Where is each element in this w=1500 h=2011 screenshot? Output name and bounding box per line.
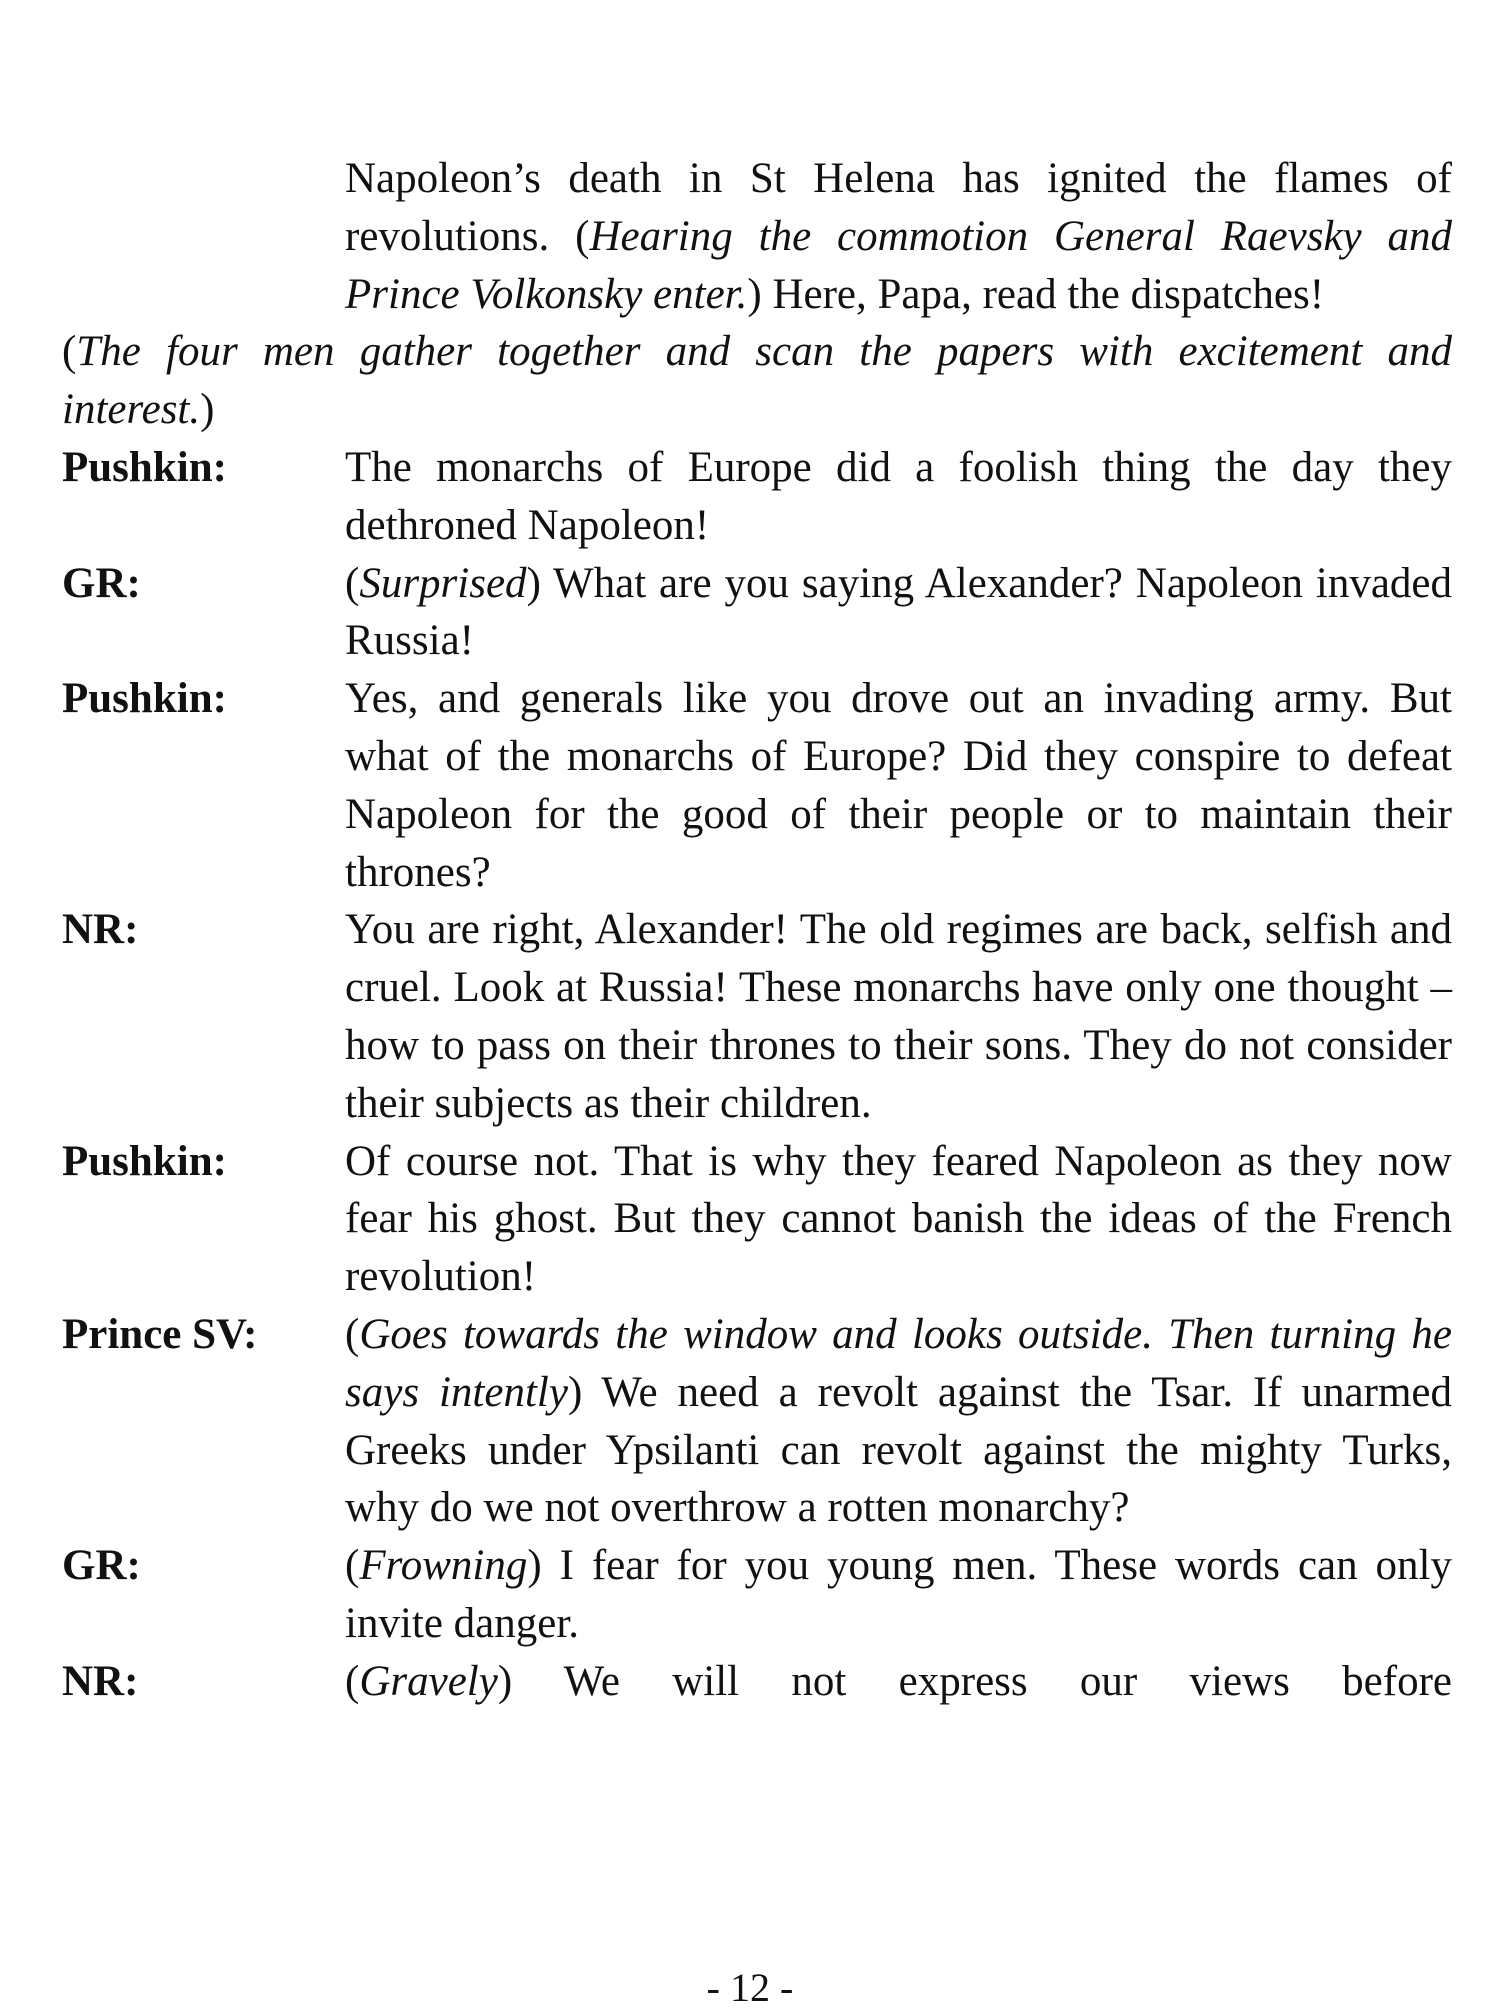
dialogue-line: [62, 1306, 1452, 1537]
dialogue-line: [62, 555, 1452, 671]
continued-speech: [345, 150, 1452, 323]
script-page: [62, 150, 1452, 1711]
speech-text: Yes, and generals like you drove out an invading army. But what of the monarchs of Europe? Did they conspire to defeat Napoleon for the good of their people or to maintain their thrones?: [345, 675, 1452, 896]
stage-direction: Goes towards the window and looks outside. Then turning he says intently: [345, 1310, 1452, 1416]
stage-direction-text: The four men gather together and scan the papers with excitement and interest.: [62, 328, 1452, 434]
speech-text: ) We will not express our views before: [497, 1657, 1452, 1705]
dialogue-line: [62, 1133, 1452, 1306]
dialogue-line: [62, 439, 1452, 555]
speech: (Gravely) We will not express our views before: [345, 1657, 1452, 1705]
speaker-name: GR:: [62, 1542, 141, 1590]
speaker-name: NR:: [62, 1657, 139, 1705]
speech: (Surprised) What are you saying Alexander? Napoleon invaded Russia!: [345, 559, 1452, 665]
speech-text: The monarchs of Europe did a foolish thing the day they dethroned Napoleon!: [345, 443, 1452, 549]
speaker-name: Pushkin:: [62, 1137, 227, 1185]
stage-direction: Surprised: [359, 559, 527, 607]
speaker-name: GR:: [62, 559, 141, 607]
speech-text: ) We need a revolt against the Tsar. If unarmed Greeks under Ypsilanti can revolt against the mighty Turks, why do we not overthrow a rotten monarchy?: [345, 1368, 1452, 1532]
stage-direction: Gravely: [359, 1657, 498, 1705]
speech: (Frowning) I fear for you young men. These words can only invite danger.: [345, 1542, 1452, 1647]
dialogue-line: [62, 670, 1452, 901]
speech: [345, 1133, 1452, 1306]
speech-text: ) Here, Papa, read the dispatches!: [747, 270, 1325, 318]
stage-direction: Hearing the commotion General Raevsky and Prince Volkonsky enter.: [345, 212, 1452, 318]
stage-direction-block: [62, 323, 1452, 439]
speech-text: Napoleon’s death in St Helena has ignited the flames of revolutions. (: [345, 155, 1452, 260]
dialogue-line: [62, 1537, 1452, 1653]
speech-text: ) What are you saying Alexander? Napoleon invaded Russia!: [345, 559, 1452, 665]
page-number: - 12 -: [706, 1965, 794, 2010]
paren-close: ): [200, 386, 215, 434]
speech: (Goes towards the window and looks outside. Then turning he says intently) We need a revolt against the Tsar. If unarmed Greeks under Ypsilanti can revolt against the mighty Turks, why do we not overthrow a rotten monarchy?: [345, 1310, 1452, 1532]
speech: [345, 439, 1452, 555]
speech: [345, 670, 1452, 901]
speaker-name: Prince SV:: [62, 1310, 258, 1358]
dialogue-line: [62, 901, 1452, 1132]
paren-open: (: [62, 328, 77, 376]
stage-direction: Frowning: [359, 1542, 528, 1590]
speech: [345, 901, 1452, 1132]
speech-text: Of course not. That is why they feared Napoleon as they now fear his ghost. But they cannot banish the ideas of the French revolution!: [345, 1137, 1452, 1301]
speech-text: ) I fear for you young men. These words can only invite danger.: [345, 1542, 1452, 1647]
speaker-name: Pushkin:: [62, 443, 227, 491]
speech-text: You are right, Alexander! The old regimes are back, selfish and cruel. Look at Russia! These monarchs have only one thought – how to pass on their thrones to their sons. They do not consider their subjects as their children.: [345, 906, 1452, 1127]
dialogue-line: [62, 1653, 1452, 1711]
speaker-name: Pushkin:: [62, 675, 227, 723]
speaker-name: NR:: [62, 906, 139, 954]
